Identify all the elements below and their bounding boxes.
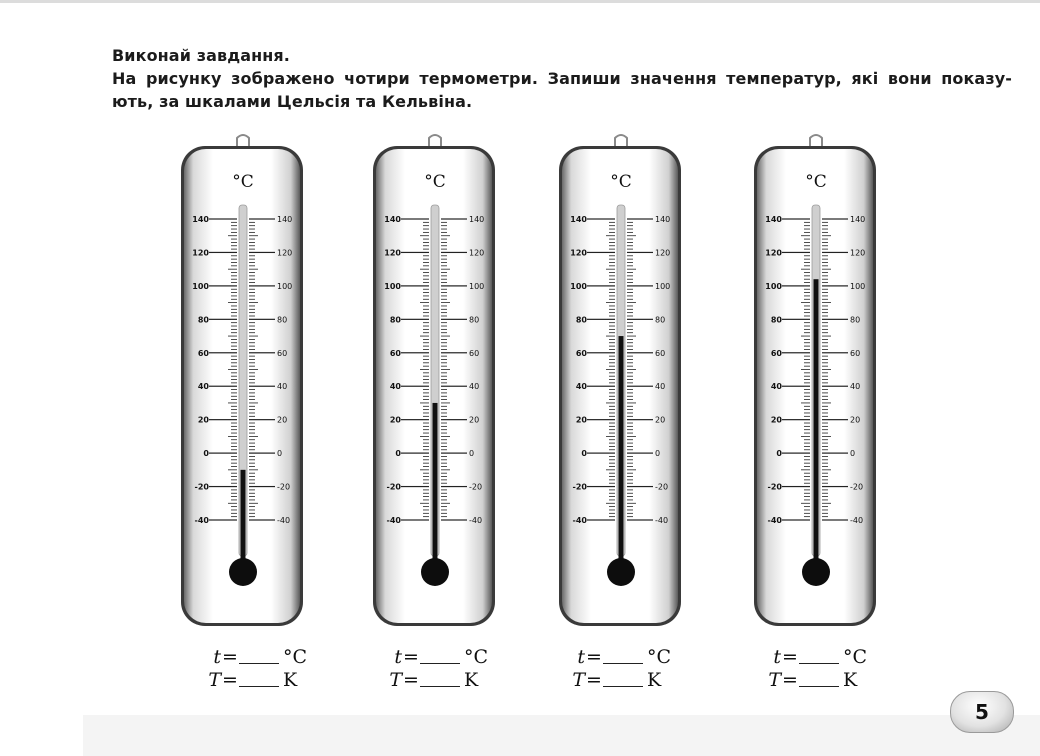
answer-1-kelvin — [205, 669, 355, 692]
scale-label-left: -40 — [572, 516, 587, 525]
scale-label-right: 40 — [850, 382, 861, 392]
answer-3-celsius — [569, 646, 719, 669]
scale-label-right: 140 — [850, 215, 866, 224]
thermometer-unit-label: °C — [805, 172, 827, 192]
scale-label-right: -20 — [277, 482, 291, 492]
equals-sign: = — [403, 646, 419, 668]
answer-2-kelvin — [386, 669, 536, 692]
t-variable: t — [773, 646, 781, 668]
scale-label-right: 20 — [850, 415, 861, 425]
scale-label-left: 20 — [575, 415, 587, 425]
scale-label-left: 0 — [203, 449, 209, 459]
scale-label-right: 20 — [469, 415, 480, 425]
scale-label-right: 20 — [277, 415, 288, 425]
T-variable: T — [208, 669, 221, 691]
scale-label-right: 0 — [469, 449, 475, 459]
scale-label-right: 120 — [655, 248, 671, 258]
scale-label-left: 60 — [770, 348, 782, 358]
scale-label-right: -40 — [850, 516, 864, 525]
scale-label-right: 60 — [277, 348, 288, 358]
scale-label-left: -20 — [572, 482, 587, 492]
t-variable: t — [577, 646, 585, 668]
T-variable: T — [389, 669, 402, 691]
scale-label-right: 60 — [850, 348, 861, 358]
scale-label-right: 100 — [655, 281, 671, 291]
equals-sign: = — [782, 646, 798, 668]
scale-label-right: 80 — [850, 315, 861, 325]
scale-label-left: 100 — [384, 281, 401, 291]
answer-2 — [386, 646, 536, 692]
mercury-column — [241, 470, 246, 560]
scale-label-right: -40 — [277, 516, 291, 525]
scale-label-left: 20 — [770, 415, 782, 425]
scale-label-left: 80 — [770, 315, 782, 325]
equals-sign: = — [222, 646, 238, 668]
answer-1-celsius — [205, 646, 355, 669]
thermometer-4-graphic — [752, 128, 882, 628]
scale-label-left: -20 — [767, 482, 782, 492]
scale-label-left: 20 — [389, 415, 401, 425]
scale-label-left: 0 — [395, 449, 401, 459]
equals-sign: = — [222, 669, 238, 691]
thermometer-unit-label: °C — [424, 172, 446, 192]
answer-3-kelvin — [569, 669, 719, 692]
mercury-bulb — [421, 558, 449, 586]
T-variable: T — [768, 669, 781, 691]
scale-label-left: 40 — [389, 382, 401, 392]
mercury-column — [814, 279, 819, 560]
scale-label-left: -20 — [194, 482, 209, 492]
scale-label-right: 100 — [469, 281, 485, 291]
scale-label-left: 140 — [192, 215, 209, 224]
thermometer-unit-label: °C — [232, 172, 254, 192]
scale-label-right: 40 — [277, 382, 288, 392]
task-heading: Виконай завдання. — [112, 46, 290, 65]
scale-label-right: 80 — [277, 315, 288, 325]
scale-label-left: 20 — [197, 415, 209, 425]
equals-sign: = — [586, 646, 602, 668]
scale-label-right: 140 — [277, 215, 293, 224]
scale-label-left: 0 — [776, 449, 782, 459]
kelvin-unit: K — [283, 669, 298, 691]
task-line-2: На рисунку зображено чотири термометри. Запиши значення температур, які вони показу- — [112, 69, 1012, 88]
answer-1 — [205, 646, 355, 692]
mercury-bulb — [802, 558, 830, 586]
t-variable: t — [394, 646, 402, 668]
answer-1-kelvin-blank[interactable] — [239, 670, 279, 687]
scale-label-left: 80 — [389, 315, 401, 325]
scale-label-right: 100 — [277, 281, 293, 291]
answer-1-celsius-blank[interactable] — [239, 647, 279, 664]
scale-label-left: -20 — [386, 482, 401, 492]
kelvin-unit: K — [647, 669, 662, 691]
scale-label-right: 140 — [469, 215, 485, 224]
scale-label-left: 80 — [197, 315, 209, 325]
scale-label-left: 40 — [575, 382, 587, 392]
scale-label-right: -40 — [655, 516, 669, 525]
kelvin-unit: K — [464, 669, 479, 691]
scale-label-left: 60 — [197, 348, 209, 358]
scale-label-right: 40 — [469, 382, 480, 392]
scale-label-left: 60 — [575, 348, 587, 358]
scale-label-right: 0 — [655, 449, 661, 459]
scale-label-left: 140 — [765, 215, 782, 224]
scale-label-left: 120 — [765, 248, 782, 258]
task-text — [112, 44, 1012, 113]
scale-label-right: 120 — [850, 248, 866, 258]
answer-4-celsius — [765, 646, 915, 669]
page-bottom-band — [83, 715, 1040, 756]
scale-label-right: -20 — [850, 482, 864, 492]
scale-label-right: 100 — [850, 281, 866, 291]
thermometer-1-graphic — [179, 128, 309, 628]
thermometer-4 — [752, 128, 882, 628]
page-number-badge: 5 — [950, 691, 1014, 733]
scale-label-right: 120 — [277, 248, 293, 258]
answer-4-celsius-blank[interactable] — [799, 647, 839, 664]
scale-label-right: 60 — [655, 348, 666, 358]
scale-label-right: -40 — [469, 516, 483, 525]
thermometer-3 — [557, 128, 687, 628]
scale-label-right: 80 — [655, 315, 666, 325]
scale-label-left: 60 — [389, 348, 401, 358]
scale-label-left: 120 — [384, 248, 401, 258]
equals-sign: = — [403, 669, 419, 691]
scale-label-left: -40 — [767, 516, 782, 525]
scale-label-left: 40 — [770, 382, 782, 392]
mercury-column — [619, 336, 624, 560]
thermometer-2 — [371, 128, 501, 628]
scale-label-left: 120 — [570, 248, 587, 258]
thermometer-2-graphic — [371, 128, 501, 628]
answer-3-celsius-blank[interactable] — [603, 647, 643, 664]
answer-2-kelvin-blank[interactable] — [420, 670, 460, 687]
scale-label-right: 80 — [469, 315, 480, 325]
scale-label-right: 20 — [655, 415, 666, 425]
top-edge — [0, 0, 1040, 3]
celsius-unit: °C — [843, 646, 868, 668]
thermometer-1 — [179, 128, 309, 628]
scale-label-left: 100 — [192, 281, 209, 291]
scale-label-right: 0 — [277, 449, 283, 459]
T-variable: T — [572, 669, 585, 691]
scale-label-right: 120 — [469, 248, 485, 258]
celsius-unit: °C — [283, 646, 308, 668]
scale-label-left: 100 — [570, 281, 587, 291]
scale-label-right: 60 — [469, 348, 480, 358]
equals-sign: = — [586, 669, 602, 691]
answer-4 — [765, 646, 915, 692]
celsius-unit: °C — [647, 646, 672, 668]
answer-3-kelvin-blank[interactable] — [603, 670, 643, 687]
task-line-3: ють, за шкалами Цельсія та Кельвіна. — [112, 92, 473, 111]
scale-label-left: 40 — [197, 382, 209, 392]
equals-sign: = — [782, 669, 798, 691]
answer-2-celsius — [386, 646, 536, 669]
mercury-bulb — [229, 558, 257, 586]
answer-3 — [569, 646, 719, 692]
mercury-bulb — [607, 558, 635, 586]
answer-2-celsius-blank[interactable] — [420, 647, 460, 664]
scale-label-left: 80 — [575, 315, 587, 325]
scale-label-right: 40 — [655, 382, 666, 392]
scale-label-right: 0 — [850, 449, 856, 459]
answer-4-kelvin — [765, 669, 915, 692]
scale-label-left: 0 — [581, 449, 587, 459]
t-variable: t — [213, 646, 221, 668]
scale-label-left: 120 — [192, 248, 209, 258]
scale-label-right: -20 — [469, 482, 483, 492]
kelvin-unit: K — [843, 669, 858, 691]
scale-label-left: -40 — [386, 516, 401, 525]
celsius-unit: °C — [464, 646, 489, 668]
answer-4-kelvin-blank[interactable] — [799, 670, 839, 687]
scale-label-right: -20 — [655, 482, 669, 492]
thermometer-3-graphic — [557, 128, 687, 628]
mercury-column — [433, 403, 438, 560]
scale-label-left: -40 — [194, 516, 209, 525]
scale-label-left: 140 — [570, 215, 587, 224]
thermometer-unit-label: °C — [610, 172, 632, 192]
scale-label-right: 140 — [655, 215, 671, 224]
scale-label-left: 140 — [384, 215, 401, 224]
scale-label-left: 100 — [765, 281, 782, 291]
